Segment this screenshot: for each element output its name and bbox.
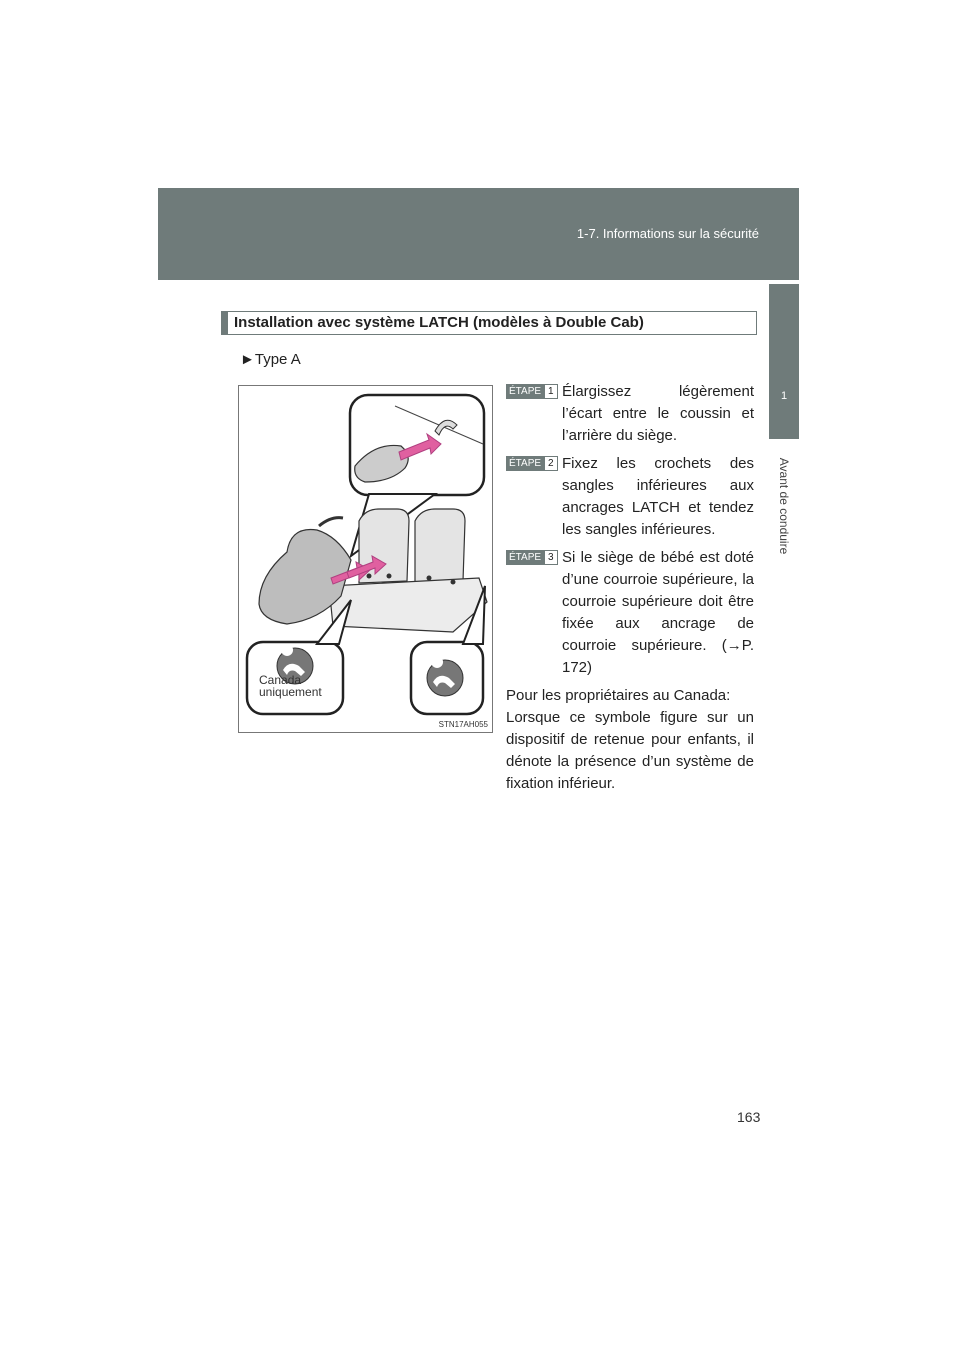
note-text: Lorsque ce symbole figure sur un dispositif de retenue pour enfants, il dénote la présence d’un système de fixation inférieur. [506, 709, 754, 792]
steps-list [506, 381, 754, 795]
section-title: Installation avec système LATCH (modèles à Double Cab) [234, 314, 644, 331]
figure-caption [259, 674, 322, 698]
header-band [158, 188, 799, 280]
step-badge-word: ÉTAPE [506, 384, 544, 399]
installation-illustration [238, 385, 493, 733]
step-badge-number: 2 [544, 456, 558, 471]
section-heading: 1-7. Informations sur la sécurité [576, 226, 759, 241]
title-accent-bar [222, 312, 228, 334]
chapter-number: 1 [780, 390, 788, 402]
step-badge [506, 456, 558, 471]
step-badge [506, 550, 558, 565]
step-text: Élargissez légèrement l’écart entre le coussin et l’arrière du siège. [562, 383, 754, 444]
step-badge [506, 384, 558, 399]
step-text[interactable]: Si le siège de bébé est doté d’une courroie supérieure, la courroie supérieure doit être fixée aux ancrage de courroie supérieure. (→P. 172) [562, 549, 754, 676]
step-1 [506, 381, 754, 447]
figure-code: STN17AH055 [438, 720, 488, 729]
step-3 [506, 547, 754, 679]
subheading-text: Type A [254, 351, 301, 368]
step-text: Fixez les crochets des sangles inférieures aux ancrages LATCH et tendez les sangles inférieures. [562, 455, 754, 538]
triangle-marker-icon: ► [240, 351, 255, 368]
chapter-tab[interactable] [769, 284, 799, 439]
step-2 [506, 453, 754, 541]
step-badge-word: ÉTAPE [506, 456, 544, 471]
child-seat-handle [319, 518, 343, 526]
step-badge-word: ÉTAPE [506, 550, 544, 565]
chapter-label: Avant de conduire [777, 457, 791, 555]
step-badge-number: 1 [544, 384, 558, 399]
subheading [240, 351, 301, 368]
caption-line: Canada [259, 673, 302, 687]
seat-back-right [415, 509, 465, 583]
section-title-box [221, 311, 757, 335]
step-badge-number: 3 [544, 550, 558, 565]
caption-line: uniquement [259, 685, 322, 699]
chapter-label-tab [769, 442, 799, 570]
seat-cushion [329, 578, 487, 632]
note-heading: Pour les propriétaires au Canada: [506, 687, 731, 704]
page-number: 163 [737, 1109, 761, 1125]
